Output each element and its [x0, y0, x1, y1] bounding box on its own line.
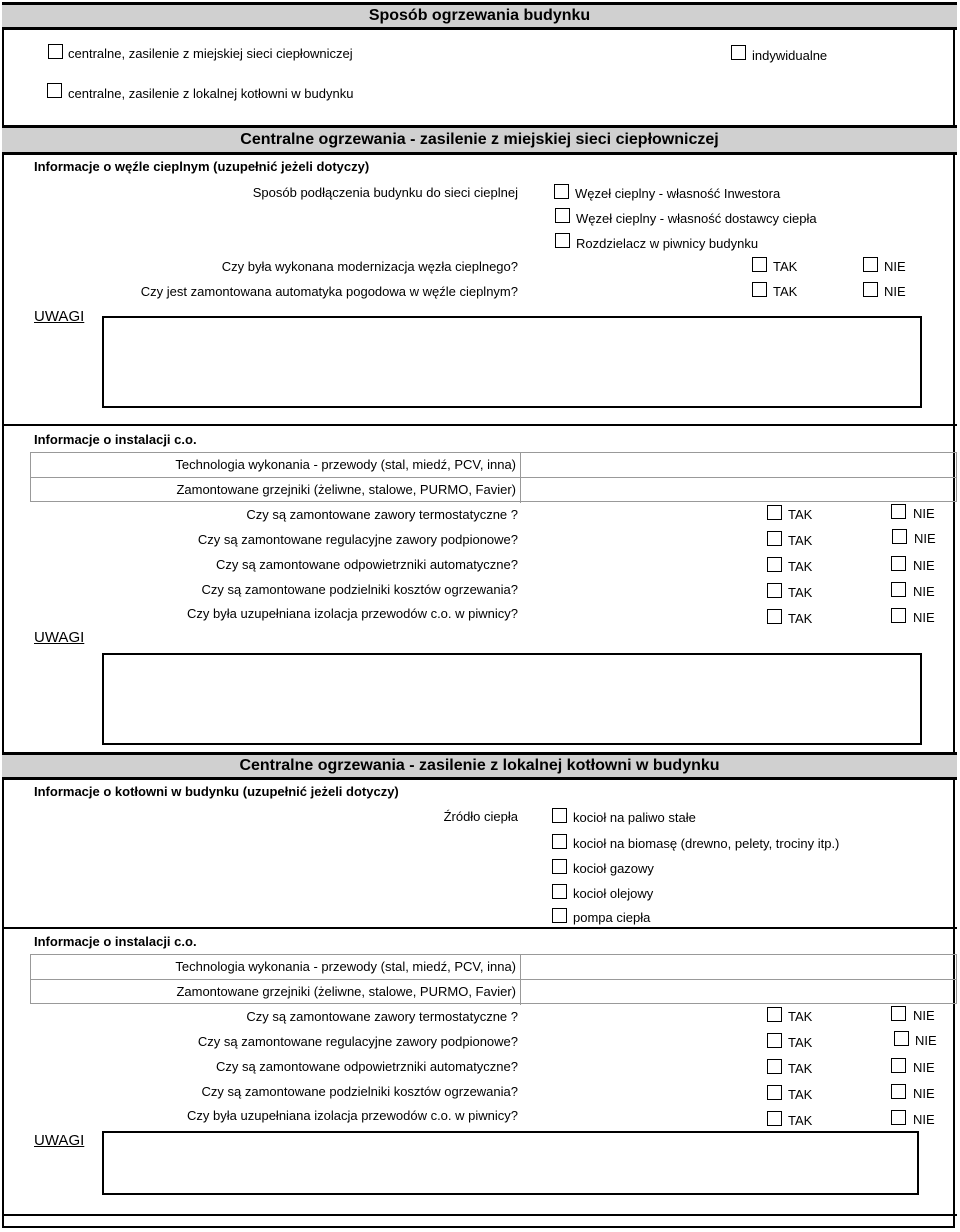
thermostatic-valves-no-checkbox[interactable]	[891, 1006, 906, 1021]
pipe-insulation-yes-label: TAK	[788, 611, 813, 626]
heat-pump-checkbox[interactable]	[552, 908, 567, 923]
heat-source-label: Źródło ciepła	[443, 809, 518, 824]
riser-valves-no-label: NIE	[914, 531, 936, 546]
riser-valves-no-checkbox[interactable]	[892, 529, 907, 544]
thermostatic-valves-question: Czy są zamontowane zawory termostatyczne ?	[246, 507, 518, 522]
pipe-insulation-yes-label: TAK	[788, 1113, 813, 1128]
node-investor-checkbox[interactable]	[554, 184, 569, 199]
basement-distributor-label: Rozdzielacz w piwnicy budynku	[576, 236, 759, 251]
air-vents-question: Czy są zamontowane odpowietrzniki automatyczne?	[215, 557, 518, 572]
cost-allocators-yes-checkbox[interactable]	[767, 1085, 782, 1100]
gas-boiler-checkbox[interactable]	[552, 859, 567, 874]
biomass-boiler-checkbox[interactable]	[552, 834, 567, 849]
district-installation-heading: Informacje o instalacji c.o.	[34, 432, 197, 447]
riser-valves-yes-label: TAK	[788, 1035, 813, 1050]
local-boiler-checkbox[interactable]	[47, 83, 62, 98]
node-modernization-question: Czy była wykonana modernizacja węzła cieplnego?	[221, 259, 518, 274]
pipe-insulation-no-label: NIE	[913, 610, 935, 625]
heating-method-title: Sposób ogrzewania budynku	[368, 7, 591, 24]
cost-allocators-no-checkbox[interactable]	[891, 582, 906, 597]
thermostatic-valves-yes-checkbox[interactable]	[767, 505, 782, 520]
district-node-notes-label: UWAGI	[34, 308, 85, 325]
air-vents-no-label: NIE	[913, 558, 935, 573]
pipe-insulation-no-label: NIE	[913, 1112, 935, 1127]
riser-valves-yes-checkbox[interactable]	[767, 1033, 782, 1048]
individual-heating-label: indywidualne	[752, 48, 828, 63]
pipe-insulation-question: Czy była uzupełniana izolacja przewodów c.o. w piwnicy?	[187, 1108, 518, 1123]
node-modernization-no-label: NIE	[884, 259, 906, 274]
air-vents-yes-label: TAK	[788, 1061, 813, 1076]
district-heating-checkbox[interactable]	[48, 44, 63, 59]
cost-allocators-yes-checkbox[interactable]	[767, 583, 782, 598]
thermostatic-valves-yes-checkbox[interactable]	[767, 1007, 782, 1022]
district-installation-notes-field[interactable]	[102, 653, 922, 745]
riser-valves-question: Czy są zamontowane regulacyjne zawory podpionowe?	[197, 1034, 518, 1049]
riser-valves-question: Czy są zamontowane regulacyjne zawory podpionowe?	[197, 532, 518, 547]
pipe-insulation-no-checkbox[interactable]	[891, 1110, 906, 1125]
weather-automation-no-checkbox[interactable]	[863, 282, 878, 297]
node-supplier-label: Węzeł cieplny - własność dostawcy ciepła	[576, 211, 817, 226]
weather-automation-yes-checkbox[interactable]	[752, 282, 767, 297]
local-installation-notes-field[interactable]	[102, 1131, 919, 1195]
pipe-technology-label: Technologia wykonania - przewody (stal, miedź, PCV, inna)	[31, 453, 521, 477]
connection-question: Sposób podłączenia budynku do sieci cieplnej	[252, 185, 518, 200]
riser-valves-yes-checkbox[interactable]	[767, 531, 782, 546]
pipe-technology-label: Technologia wykonania - przewody (stal, miedź, PCV, inna)	[31, 955, 521, 979]
solid-fuel-boiler-checkbox[interactable]	[552, 808, 567, 823]
district-section-title: Centralne ogrzewania - zasilenie z miejskiej sieci ciepłowniczej	[240, 131, 719, 148]
air-vents-question: Czy są zamontowane odpowietrzniki automatyczne?	[215, 1059, 518, 1074]
local-boiler-section-title: Centralne ogrzewania - zasilenie z lokalnej kotłowni w budynku	[239, 757, 720, 774]
local-boiler-label: centralne, zasilenie z lokalnej kotłowni w budynku	[68, 86, 354, 101]
district-node-notes-field[interactable]	[102, 316, 922, 408]
heat-pump-label: pompa ciepła	[573, 910, 651, 925]
thermostatic-valves-no-checkbox[interactable]	[891, 504, 906, 519]
table-row	[31, 955, 956, 980]
solid-fuel-boiler-label: kocioł na paliwo stałe	[573, 810, 696, 825]
pipe-insulation-question: Czy była uzupełniana izolacja przewodów c.o. w piwnicy?	[187, 606, 518, 621]
thermostatic-valves-yes-label: TAK	[788, 507, 813, 522]
node-modernization-yes-checkbox[interactable]	[752, 257, 767, 272]
local-installation-heading: Informacje o instalacji c.o.	[34, 934, 197, 949]
gas-boiler-label: kocioł gazowy	[573, 861, 654, 876]
cost-allocators-question: Czy są zamontowane podzielniki kosztów ogrzewania?	[201, 582, 518, 597]
oil-boiler-label: kocioł olejowy	[573, 886, 654, 901]
cost-allocators-question: Czy są zamontowane podzielniki kosztów ogrzewania?	[201, 1084, 518, 1099]
pipe-insulation-yes-checkbox[interactable]	[767, 1111, 782, 1126]
oil-boiler-checkbox[interactable]	[552, 884, 567, 899]
district-heating-label: centralne, zasilenie z miejskiej sieci ciepłowniczej	[68, 46, 353, 61]
weather-automation-question: Czy jest zamontowana automatyka pogodowa w węźle cieplnym?	[140, 284, 518, 299]
cost-allocators-yes-label: TAK	[788, 1087, 813, 1102]
cost-allocators-no-label: NIE	[913, 1086, 935, 1101]
air-vents-no-checkbox[interactable]	[891, 556, 906, 571]
air-vents-yes-label: TAK	[788, 559, 813, 574]
district-installation-table	[30, 452, 957, 502]
local-installation-table	[30, 954, 957, 1004]
individual-heating-checkbox[interactable]	[731, 45, 746, 60]
node-modernization-yes-label: TAK	[773, 259, 798, 274]
local-installation-notes-label: UWAGI	[34, 1132, 85, 1149]
cost-allocators-yes-label: TAK	[788, 585, 813, 600]
node-investor-label: Węzeł cieplny - własność Inwestora	[575, 186, 781, 201]
biomass-boiler-label: kocioł na biomasę (drewno, pelety, trociny itp.)	[573, 836, 840, 851]
district-installation-notes-label: UWAGI	[34, 629, 85, 646]
air-vents-yes-checkbox[interactable]	[767, 557, 782, 572]
pipe-insulation-no-checkbox[interactable]	[891, 608, 906, 623]
bottom-divider	[2, 1214, 957, 1216]
boiler-info-heading: Informacje o kotłowni w budynku (uzupełnić jeżeli dotyczy)	[34, 784, 399, 799]
table-row	[31, 478, 956, 503]
thermostatic-valves-yes-label: TAK	[788, 1009, 813, 1024]
table-row	[31, 453, 956, 478]
weather-automation-yes-label: TAK	[773, 284, 798, 299]
node-info-heading: Informacje o węźle cieplnym (uzupełnić jeżeli dotyczy)	[34, 159, 370, 174]
divider	[2, 424, 957, 426]
basement-distributor-checkbox[interactable]	[555, 233, 570, 248]
riser-valves-yes-label: TAK	[788, 533, 813, 548]
cost-allocators-no-checkbox[interactable]	[891, 1084, 906, 1099]
radiators-label: Zamontowane grzejniki (żeliwne, stalowe, PURMO, Favier)	[31, 478, 521, 503]
radiators-field[interactable]	[521, 980, 956, 1005]
radiators-field[interactable]	[521, 478, 956, 503]
air-vents-no-checkbox[interactable]	[891, 1058, 906, 1073]
node-modernization-no-checkbox[interactable]	[863, 257, 878, 272]
thermostatic-valves-no-label: NIE	[913, 506, 935, 521]
local-boiler-section-header	[2, 752, 957, 780]
radiators-label: Zamontowane grzejniki (żeliwne, stalowe, PURMO, Favier)	[31, 980, 521, 1005]
thermostatic-valves-question: Czy są zamontowane zawory termostatyczne ?	[246, 1009, 518, 1024]
divider	[2, 927, 957, 929]
air-vents-yes-checkbox[interactable]	[767, 1059, 782, 1074]
riser-valves-no-label: NIE	[915, 1033, 937, 1048]
riser-valves-no-checkbox[interactable]	[894, 1031, 909, 1046]
cost-allocators-no-label: NIE	[913, 584, 935, 599]
thermostatic-valves-no-label: NIE	[913, 1008, 935, 1023]
pipe-insulation-yes-checkbox[interactable]	[767, 609, 782, 624]
air-vents-no-label: NIE	[913, 1060, 935, 1075]
table-row	[31, 980, 956, 1005]
weather-automation-no-label: NIE	[884, 284, 906, 299]
pipe-technology-field[interactable]	[521, 453, 956, 477]
heating-method-header	[2, 2, 957, 30]
pipe-technology-field[interactable]	[521, 955, 956, 979]
node-supplier-checkbox[interactable]	[555, 208, 570, 223]
district-section-header	[2, 125, 957, 155]
